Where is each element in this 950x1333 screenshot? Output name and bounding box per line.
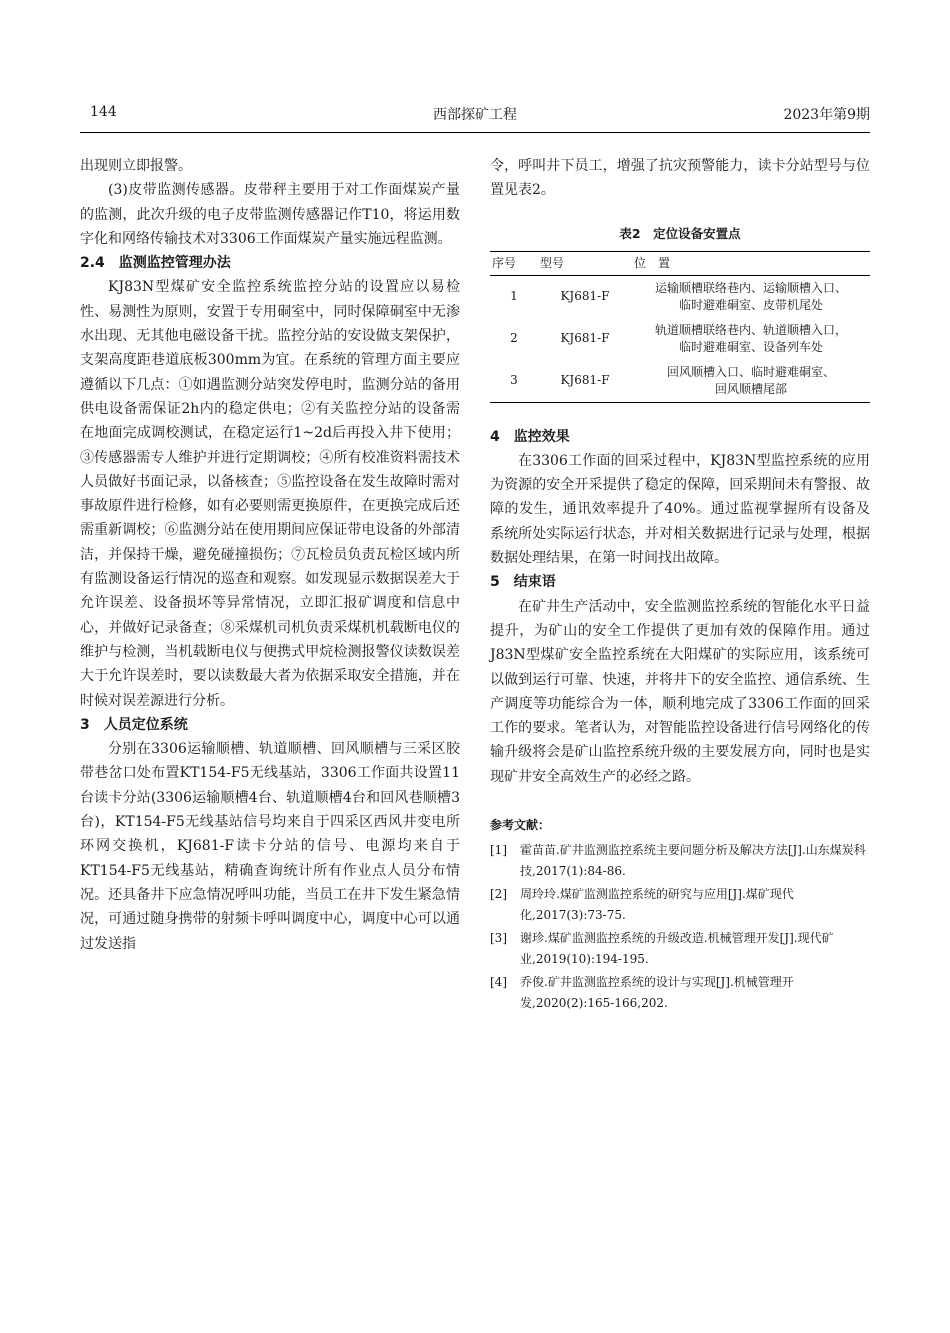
section-heading: 3 人员定位系统 [80, 716, 188, 733]
reference-item [490, 840, 870, 882]
page-number: 144 [90, 104, 117, 120]
cell-location [632, 318, 870, 360]
paragraph: 出现则立即报警。 [80, 158, 192, 174]
header-rule [80, 132, 870, 133]
cell-no: 3 [510, 373, 518, 388]
cell-no: 1 [510, 289, 518, 304]
reference-text: 周玲玲.煤矿监测监控系统的研究与应用[J].煤矿现代化,2017(3):73-75. [520, 887, 794, 923]
reference-number: [2] [490, 887, 507, 902]
col-header-no: 序号 [490, 251, 538, 275]
journal-title: 西部探矿工程 [433, 107, 517, 123]
location-line: 临时避难硐室、皮带机尾处 [678, 297, 823, 312]
reference-number: [3] [490, 931, 507, 946]
page-header [80, 104, 870, 128]
section-heading: 5 结束语 [490, 574, 556, 591]
section-heading: 4 监控效果 [490, 428, 570, 445]
section-heading: 2.4 监测监控管理办法 [80, 255, 231, 272]
col-header-model: 型号 [538, 251, 632, 275]
reference-item [490, 972, 870, 1014]
paragraph: KJ83N型煤矿安全监控系统监控分站的设置应以易检性、易测性为原则，安置于专用硐室中，同时保障硐室中无渗水出现、无其他电磁设备干扰。监控分站的安设做支架保护，支架高度距巷道底板300mm为宜。在系统的管理方面主要应遵循以下几点：①如遇监测分站突发停电时，监测分站的备用供电设备需保证2h内的稳定供电；②有关监控分站的设备需在地面完成调校测试，在稳定运行1~2d后再投入井下使用；③传感器需专人维护并进行定期调校；④所有校准资料需技术人员做好书面记录，以备核查；⑤监控设备在发生故障时需对事故原件进行检修，如有必要则需更换原件，在更换完成后还需重新调校；⑥监测分站在使用期间应保证带电设备的外部清洁，并保持干燥，避免碰撞损伤；⑦瓦检员负责瓦检区域内所有监测设备运行情况的巡查和观察。如发现显示数据误差大于允许误差、设备损坏等异常情况，立即汇报矿调度和信息中心，并做好记录备查；⑧采煤机司机负责采煤机机载断电仪的维护与检测，当机载断电仪与便携式甲烷检测报警仪读数误差大于允许误差时，要以读数最大者为依据采取安全措施，并在时候对误差源进行分析。 [80, 279, 460, 709]
paragraph: 令，呼叫井下员工，增强了抗灾预警能力，读卡分站型号与位置见表2。 [490, 158, 870, 199]
references-title: 参考文献： [490, 818, 551, 833]
col-header-location: 位 置 [632, 251, 870, 275]
table-row [490, 360, 870, 403]
references [490, 815, 870, 1014]
paragraph: 在3306工作面的回采过程中，KJ83N型监控系统的应用为资源的安全开采提供了稳定的保障，回采期间未有警报、故障的发生，通讯效率提升了40%。通过监视掌握所有设备及系统所处实际运行状态，并对相关数据进行记录与处理，根据数据处理结果，在第一时间找出故障。 [490, 452, 870, 567]
location-line: 运输顺槽联络巷内、运输顺槽入口、 [654, 280, 847, 295]
paragraph: 分别在3306运输顺槽、轨道顺槽、回风顺槽与三采区胶带巷岔口处布置KT154-F5无线基站，3306工作面共设置11台读卡分站(3306运输顺槽4台、轨道顺槽4台和回风巷顺槽3台)，KT154-F5无线基站信号均来自于四采区西风井变电所环网交换机，KJ681-F读卡分站的信号、电源均来自于KT154-F5无线基站，精确查询统计所有作业点人员分布情况。还具备井下应急情况呼叫功能，当员工在井下发生紧急情况，可通过随身携带的射频卡呼叫调度中心，调度中心可以通过发送指 [80, 741, 460, 952]
cell-location [632, 360, 870, 403]
cell-no: 2 [510, 331, 518, 346]
positioning-table [490, 251, 870, 403]
reference-item [490, 884, 870, 926]
reference-item [490, 928, 870, 970]
cell-model: KJ681-F [560, 331, 610, 346]
location-line: 回风顺槽尾部 [714, 381, 787, 396]
table-header-row [490, 251, 870, 275]
paragraph: (3)皮带监测传感器。皮带秤主要用于对工作面煤炭产量的监测，此次升级的电子皮带监测传感器记作T10，将运用数字化和网络传输技术对3306工作面煤炭产量实施远程监测。 [80, 182, 460, 247]
table-title: 表2 定位设备安置点 [619, 225, 741, 241]
cell-model: KJ681-F [560, 373, 610, 388]
cell-model: KJ681-F [560, 289, 610, 304]
reference-text: 谢珍.煤矿监测监控系统的升级改造.机械管理开发[J].现代矿业,2019(10):194-195. [520, 931, 834, 967]
table-row [490, 275, 870, 318]
location-line: 轨道顺槽联络巷内、轨道顺槽入口， [654, 322, 847, 337]
reference-text: 霍苗苗.矿井监测监控系统主要问题分析及解决方法[J].山东煤炭科技,2017(1):84-86. [520, 843, 866, 879]
right-column [490, 154, 870, 1016]
left-column [80, 154, 460, 956]
cell-location [632, 275, 870, 318]
issue-label: 2023年第9期 [783, 107, 870, 123]
reference-text: 乔俊.矿井监测监控系统的设计与实现[J].机械管理开发,2020(2):165-166,202. [520, 975, 794, 1011]
table-row [490, 318, 870, 360]
location-line: 回风顺槽入口、临时避难硐室、 [666, 364, 835, 379]
paragraph: 在矿井生产活动中，安全监测监控系统的智能化水平日益提升，为矿山的安全工作提供了更加有效的保障作用。通过J83N型煤矿安全监控系统在大阳煤矿的实际应用，该系统可以做到运行可靠、快速，并将井下的安全监控、通信系统、生产调度等功能综合为一体，顺利地完成了3306工作面的回采工作的要求。笔者认为，对智能监控设备进行信号网络化的传输升级将会是矿山监控系统升级的主要发展方向，同时也是实现矿井安全高效生产的必经之路。 [490, 598, 870, 785]
reference-number: [1] [490, 843, 507, 858]
location-line: 临时避难硐室、设备列车处 [678, 339, 823, 354]
reference-number: [4] [490, 975, 507, 990]
